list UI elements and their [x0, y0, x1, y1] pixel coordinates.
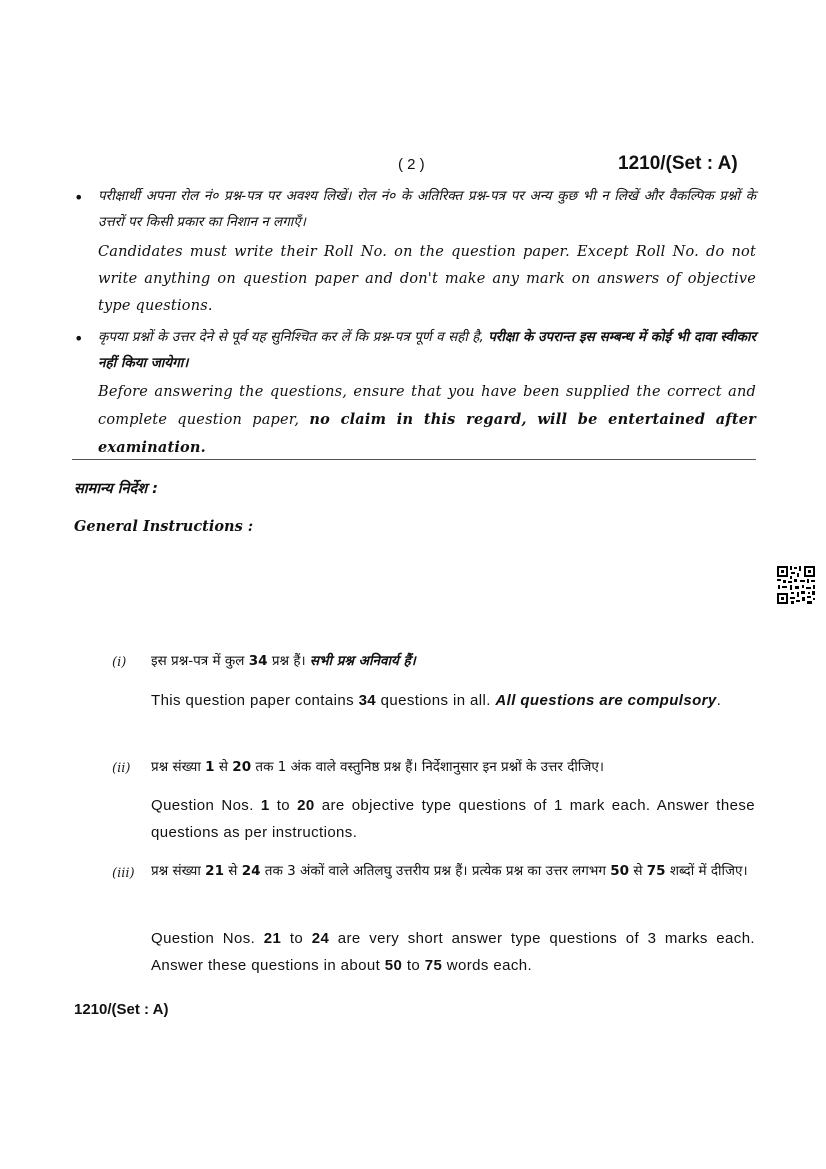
notice-1-english: Candidates must write their Roll No. on the question paper. Except Roll No. do not write anything on question paper and don't make any mark on answers of objective type questions. [98, 244, 756, 314]
text: से [214, 759, 233, 775]
text: Question Nos. [151, 797, 261, 814]
text: से [629, 863, 647, 879]
notice-2-english-text: Before answering the questions, ensure that you have been supplied the correct and complete question paper, [98, 384, 756, 428]
number: 1 [260, 797, 270, 814]
number: 21 [263, 930, 282, 947]
text: प्रश्न हैं। [267, 653, 310, 669]
text: to [269, 797, 298, 814]
number: 20 [232, 759, 252, 775]
notice-2-hindi-bold: परीक्षा के उपरान्त इस सम्बन्ध में कोई भी दावा स्वीकार नहीं किया जायेगा। [98, 329, 756, 371]
number: 34 [358, 692, 377, 709]
text: to [281, 930, 312, 947]
text: questions in all. [376, 692, 496, 709]
number: 21 [205, 863, 224, 879]
number: 24 [241, 863, 261, 879]
section-divider [72, 459, 756, 460]
emphasis: All questions are compulsory [495, 692, 717, 709]
number: 50 [384, 957, 403, 974]
text: शब्दों में दीजिए। [665, 863, 748, 879]
text: are very short answer type questions of 3 marks each. Answer these questions in about [151, 930, 755, 974]
general-instructions-heading: General Instructions : [74, 518, 254, 535]
text: तक 3 अंकों वाले अतिलघु उत्तरीय प्रश्न हैं। प्रत्येक प्रश्न का उत्तर लगभग [260, 863, 611, 879]
text: to [402, 957, 425, 974]
notice-2-english-bold: no claim in this regard, will be entertained after examination. [98, 411, 756, 456]
text: तक 1 अंक वाले वस्तुनिष्ठ प्रश्न हैं। निर्देशानुसार इन प्रश्नों के उत्तर दीजिए। [251, 759, 604, 775]
number: 75 [646, 863, 666, 879]
text: . [716, 692, 722, 709]
number: 1 [205, 759, 215, 775]
text: प्रश्न संख्या [151, 863, 206, 879]
instruction-label: (i) [112, 655, 127, 670]
text: This question paper contains [151, 692, 359, 709]
text: words each. [442, 957, 533, 974]
bullet-icon: • [74, 329, 84, 348]
number: 75 [424, 957, 443, 974]
text: are objective type questions of 1 mark each. Answer these questions as per instructions. [151, 797, 755, 841]
notice-2-english [98, 379, 756, 462]
number: 20 [297, 797, 315, 814]
qr-code-icon [776, 565, 816, 605]
text: Question Nos. [151, 930, 264, 947]
notice-2-hindi [98, 324, 756, 376]
instruction-1-english [151, 687, 755, 714]
notice-2-hindi-text: कृपया प्रश्नों के उत्तर देने से पूर्व यह सुनिश्चित कर लें कि प्रश्न-पत्र पूर्ण व सही है, [98, 329, 484, 345]
instruction-3-english [151, 925, 755, 979]
general-instructions-hindi-heading: सामान्य निर्देश : [74, 481, 158, 497]
set-code-header: 1210/(Set : A) [618, 153, 738, 174]
emphasis: सभी प्रश्न अनिवार्य हैं। [309, 653, 416, 669]
set-code-footer: 1210/(Set : A) [74, 1001, 169, 1018]
instruction-label: (iii) [112, 866, 135, 881]
bullet-icon: • [74, 188, 84, 207]
instruction-3-hindi [151, 858, 755, 884]
instruction-1-hindi [151, 648, 755, 674]
notice-1-hindi: परीक्षार्थी अपना रोल नं० प्रश्न-पत्र पर अवश्य लिखें। रोल नं० के अतिरिक्त प्रश्न-पत्र पर अन्य कुछ भी न लिखें और वैकल्पिक प्रश्नों के उत्तरों पर किसी प्रकार का निशान न लगाएँ। [98, 188, 756, 230]
number: 50 [610, 863, 630, 879]
instruction-2-hindi [151, 754, 755, 780]
instruction-2-english [151, 792, 755, 846]
page-number: ( 2 ) [398, 156, 425, 173]
text: इस प्रश्न-पत्र में कुल [151, 653, 249, 669]
instruction-label: (ii) [112, 761, 131, 776]
number: 34 [248, 653, 268, 669]
text: से [223, 863, 242, 879]
number: 24 [311, 930, 330, 947]
text: प्रश्न संख्या [151, 759, 206, 775]
